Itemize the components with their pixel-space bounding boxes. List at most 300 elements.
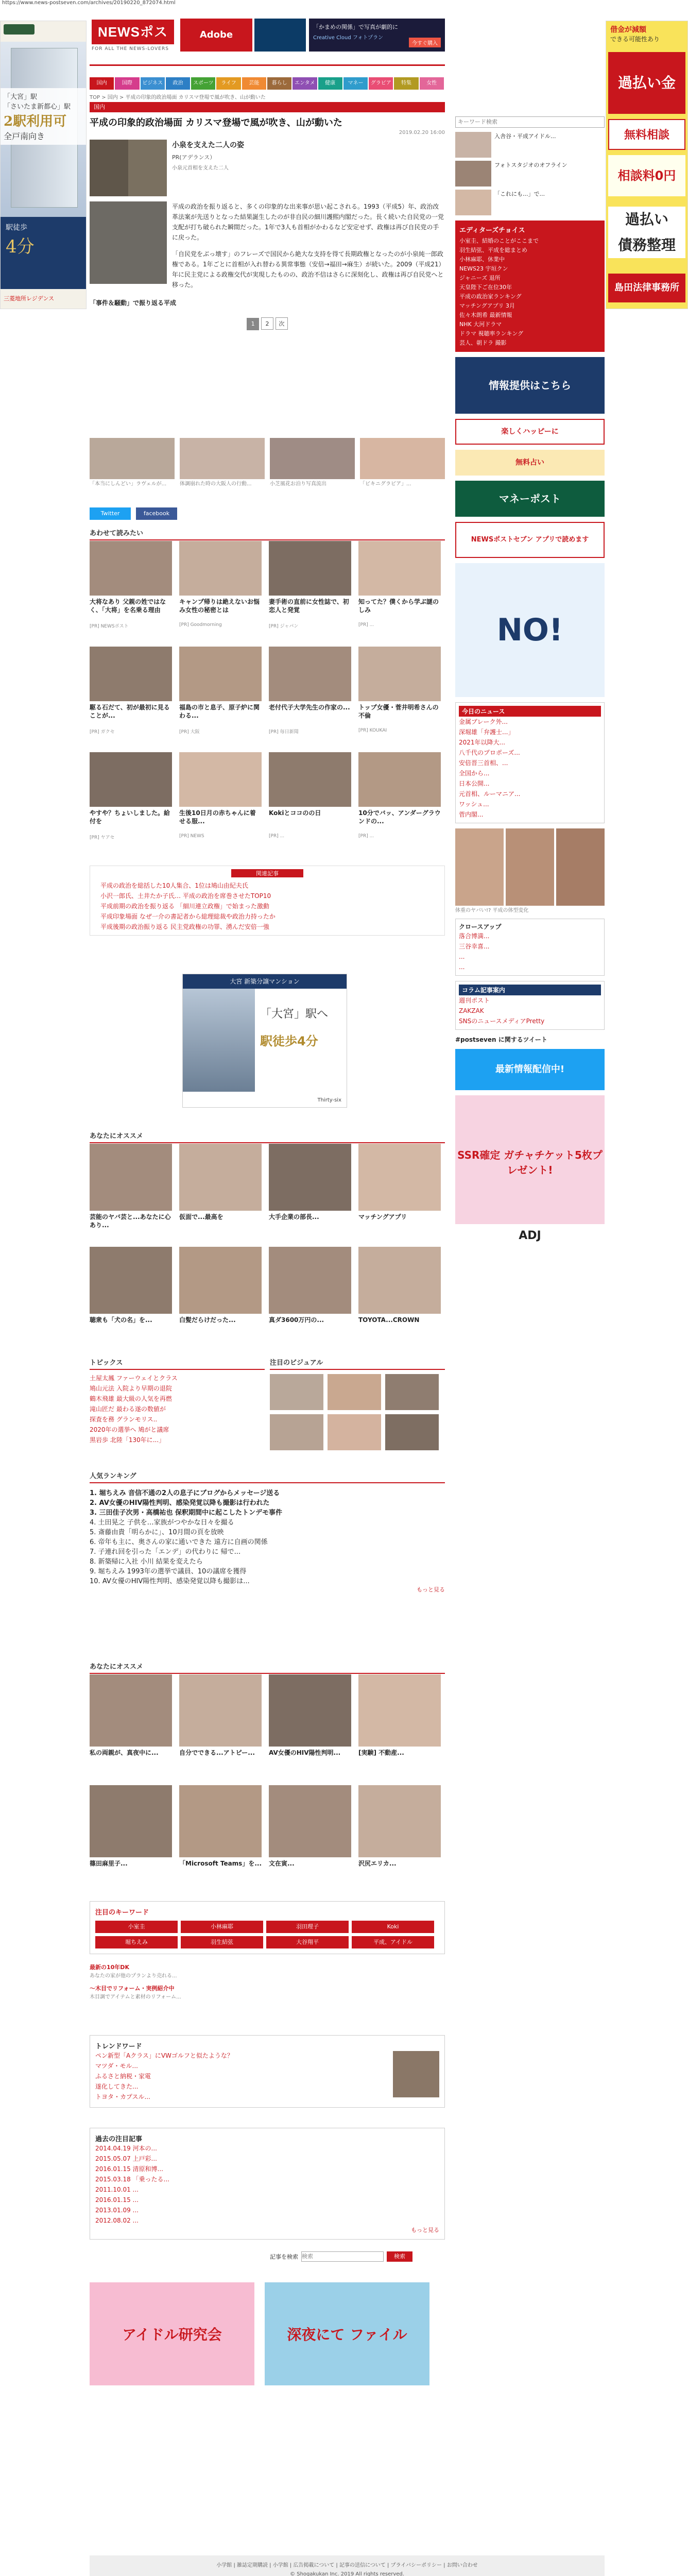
recommend-card[interactable] bbox=[358, 1144, 441, 1238]
sidebar-search-input[interactable] bbox=[455, 116, 605, 128]
recommend-card[interactable] bbox=[90, 752, 172, 840]
recommend-thumb[interactable] bbox=[358, 1247, 441, 1314]
list-item[interactable]: 全国から... bbox=[459, 770, 490, 777]
recommend-card[interactable] bbox=[358, 541, 441, 628]
list-item[interactable]: 小室圭、結婚のことがここまで bbox=[459, 238, 539, 244]
recommend-thumb[interactable] bbox=[269, 752, 351, 807]
site-tagline: FOR ALL THE NEWS-LOVERS bbox=[92, 46, 169, 52]
recommend-card[interactable] bbox=[179, 541, 262, 628]
trend-box bbox=[90, 2035, 445, 2108]
recommend-card[interactable] bbox=[179, 647, 262, 735]
recommend-thumb[interactable] bbox=[90, 1674, 172, 1747]
list-item[interactable]: 羽生結弦、平成を総まとめ bbox=[459, 247, 527, 253]
sidebar-card-text[interactable]: 入舎谷・平成アイドル... bbox=[494, 133, 556, 140]
list-item[interactable]: SNSのニュースメディアPretty bbox=[459, 1018, 545, 1025]
sidebar-card-text[interactable]: 「これにも...」で... bbox=[494, 191, 545, 197]
recommend-card[interactable] bbox=[179, 1674, 262, 1773]
recommend-caption[interactable]: 仮面で...最高を bbox=[179, 1213, 223, 1221]
recommend-card[interactable] bbox=[90, 1144, 172, 1238]
footer-links[interactable]: 小学館 | 雑誌定期購読 | 小学館 | 広告掲載について | 記事の送信について | プライバシーポリシー | お問い合わせ bbox=[216, 2563, 478, 2568]
crossup-box bbox=[455, 919, 605, 976]
recommend-thumb[interactable] bbox=[90, 647, 172, 701]
recommend-caption[interactable]: 老付代子大学先生の作家の... bbox=[269, 704, 350, 711]
article-caption: 小泉元首相を支えた二人 bbox=[172, 165, 229, 171]
recommend-card[interactable] bbox=[179, 1247, 262, 1341]
recommend3-heading: あなたにオススメ bbox=[90, 1659, 445, 1674]
pr-link-body: あなたの家が他のプランより売れる... bbox=[90, 1973, 177, 1979]
list-item[interactable]: ワッシュ... bbox=[459, 801, 489, 808]
recommend-thumb[interactable] bbox=[269, 1144, 351, 1211]
recommend-card[interactable] bbox=[90, 1785, 172, 1884]
nav-item[interactable]: ビジネス bbox=[141, 77, 165, 90]
ad-line6: 4分 bbox=[6, 236, 35, 257]
list-item[interactable]: ペン新型「Aクラス」にVWゴルフと似たような？ bbox=[95, 2052, 233, 2059]
list-item[interactable]: 八千代のプロポーズ... bbox=[459, 749, 520, 756]
list-item[interactable]: NHK 大河ドラマ bbox=[459, 321, 502, 328]
recommend-thumb[interactable] bbox=[269, 647, 351, 701]
visual-heading: 注目のビジュアル bbox=[270, 1355, 445, 1370]
nav-item[interactable]: 政治 bbox=[166, 77, 190, 90]
info-banner[interactable]: 情報提供はこちら bbox=[455, 357, 605, 414]
list-item[interactable]: 5. 斎藤由貴「明らかに」、10月間の頁を放映 bbox=[90, 1527, 445, 1536]
list-item[interactable]: マツダ・モル... bbox=[95, 2062, 138, 2070]
recommend-source: [PR] ジャパン bbox=[269, 624, 299, 629]
list-item[interactable]: 三谷幸喜... bbox=[459, 943, 490, 950]
recommend-thumb[interactable] bbox=[179, 647, 262, 701]
recommend-source: [PR] 毎日新聞 bbox=[269, 730, 299, 735]
recommend-card[interactable] bbox=[358, 1674, 441, 1773]
recommend-thumb[interactable] bbox=[90, 1144, 172, 1211]
recommend-source: [PR] ... bbox=[358, 834, 374, 839]
ad-line4: 全戸南向き bbox=[4, 131, 45, 141]
recommend-card[interactable] bbox=[269, 1674, 351, 1773]
right-ad-l1: 借金が減額 bbox=[610, 26, 646, 34]
list-item[interactable]: 2021年以降大... bbox=[459, 739, 505, 746]
mid-ad-building bbox=[183, 989, 255, 1092]
recommend-card[interactable] bbox=[358, 1247, 441, 1341]
nav-item[interactable]: 暮らし bbox=[267, 77, 291, 90]
past-more-link[interactable]: もっと見る bbox=[411, 2227, 439, 2233]
list-item[interactable]: 3. 三田佳子次男・高橋祐也 保釈期間中に起こしたトンデモ事件 bbox=[90, 1507, 445, 1517]
recommend-caption[interactable]: 生後10日月の赤ちゃんに着せる服... bbox=[179, 809, 256, 825]
article-photo-2[interactable] bbox=[90, 201, 167, 284]
recommend-card[interactable] bbox=[358, 647, 441, 733]
list-item[interactable]: 天皇陛下ご在位30年 bbox=[459, 284, 512, 291]
thumb-row bbox=[90, 438, 445, 487]
list-item[interactable]: 4. 土田晃之 子供を…家族がつやかな日々を撮る bbox=[90, 1517, 445, 1527]
developer-logo bbox=[4, 24, 35, 35]
pr-link-body: 木目調でアイテムと素材のリフォーム... bbox=[90, 1994, 181, 2000]
category-nav bbox=[90, 77, 445, 90]
mid-ad-brand: Thirty-six bbox=[317, 1097, 341, 1103]
list-item[interactable]: 2011.10.01 ... bbox=[95, 2186, 139, 2193]
keywords-box bbox=[90, 1901, 445, 1954]
page-1-button[interactable]: 1 bbox=[247, 318, 259, 330]
nav-item[interactable]: 特集 bbox=[394, 77, 418, 90]
recommend-card[interactable] bbox=[179, 1144, 262, 1238]
list-item[interactable]: 平成の政治家ランキング bbox=[459, 293, 522, 300]
recommend-thumb[interactable] bbox=[269, 1785, 351, 1857]
recommend-thumb[interactable] bbox=[179, 1144, 262, 1211]
nav-item[interactable]: 女性 bbox=[420, 77, 444, 90]
page-2-button[interactable]: 2 bbox=[261, 317, 273, 330]
keyword-button[interactable]: 羽田理子 bbox=[266, 1921, 349, 1933]
recommend-thumb[interactable] bbox=[90, 1785, 172, 1857]
right-ad-l8: 島田法律事務所 bbox=[608, 274, 685, 302]
pr-links bbox=[90, 1963, 445, 2000]
recommend-source: [PR] ガクセ bbox=[90, 730, 115, 735]
footer-banners bbox=[90, 2282, 445, 2385]
list-item[interactable]: 平成前期の政治を振り返る 「細川連立政権」で始まった激動 bbox=[100, 903, 269, 910]
banner1b-text[interactable]: Creative Cloud フォトプラン bbox=[313, 35, 384, 41]
list-item[interactable]: 週刊ポスト bbox=[459, 997, 490, 1004]
keyword-button[interactable]: 小林麻耶 bbox=[181, 1921, 263, 1933]
recommend-card[interactable] bbox=[269, 1247, 351, 1341]
recommend-thumb[interactable] bbox=[358, 541, 441, 596]
recommend-thumb[interactable] bbox=[179, 541, 262, 596]
list-item[interactable]: 日本公開... bbox=[459, 780, 490, 787]
recommend-thumb[interactable] bbox=[358, 1674, 441, 1747]
recommend-caption[interactable]: 沢尻エリカ... bbox=[358, 1860, 397, 1867]
breadcrumb: TOP > 国内 > 平成の印象的政治場面 カリスマ登場で風が吹き、山が動いた bbox=[90, 95, 266, 100]
topics-heading: トピックス bbox=[90, 1355, 265, 1370]
recommend-caption[interactable]: 芸能のヤバ芸と...あなたに心あり... bbox=[90, 1213, 171, 1229]
recommend-caption[interactable]: マッチングアプリ bbox=[358, 1213, 407, 1221]
recommend-card[interactable] bbox=[269, 1785, 351, 1884]
banner-image[interactable] bbox=[254, 19, 306, 52]
right-ad-l2: できる可能性あり bbox=[610, 36, 660, 43]
nav-item[interactable]: グラビア bbox=[369, 77, 393, 90]
list-item[interactable]: 黒岩歩 北陸「130年に...」 bbox=[90, 1436, 165, 1444]
recommend-thumb[interactable] bbox=[269, 1674, 351, 1747]
recommend-caption[interactable]: 私の両親が、真夜中に... bbox=[90, 1749, 159, 1756]
topics-right bbox=[270, 1355, 445, 1450]
recommend-card[interactable] bbox=[269, 647, 351, 735]
recommend-caption[interactable]: 大手企業の部長... bbox=[269, 1213, 319, 1221]
footer-banner-2[interactable]: 深夜にて ファイル bbox=[265, 2282, 429, 2385]
recommend-caption[interactable]: AV女優のHIV陽性判明... bbox=[269, 1749, 341, 1756]
crossup-heading: クロースアップ bbox=[459, 923, 502, 930]
right-ad-l3: 過払い金 bbox=[608, 52, 685, 114]
list-item[interactable]: 7. 子連れ回を引った「エンデ」の代わりに 帰で... bbox=[90, 1546, 445, 1556]
article-date: 2019.02.20 16:00 bbox=[399, 130, 445, 135]
recommend-thumb[interactable] bbox=[358, 752, 441, 807]
sidebar-thumb[interactable] bbox=[455, 161, 491, 187]
keyword-button[interactable]: 大谷翔平 bbox=[266, 1936, 349, 1948]
list-item[interactable]: 鳩山元法 入院より早期の退院 bbox=[90, 1385, 172, 1392]
list-item[interactable]: 2013.01.09 ... bbox=[95, 2207, 139, 2214]
sidebar-card[interactable] bbox=[455, 161, 605, 187]
recommend-source: [PR] ... bbox=[358, 622, 374, 628]
list-item[interactable]: 遂化してきた... bbox=[95, 2083, 139, 2090]
topics-left bbox=[90, 1355, 265, 1445]
recommend-source: [PR] NEWS bbox=[179, 834, 204, 839]
money-banner[interactable]: マネーポスト bbox=[455, 481, 605, 517]
banner1-text[interactable]: 「かまめの関係」で写真が劇的に bbox=[313, 24, 398, 30]
keyword-button[interactable]: 平成、アイドル bbox=[352, 1936, 434, 1948]
thumb-caption[interactable]: 「本当にしんどい」ラヴェルが... bbox=[90, 481, 167, 487]
keywords-heading: 注目のキーワード bbox=[95, 1909, 149, 1917]
happy-banner[interactable]: 楽しくハッピーに bbox=[455, 419, 605, 445]
list-item[interactable]: ドラマ 視聴率ランキング bbox=[459, 330, 524, 337]
game-banner[interactable]: SSR確定 ガチャチケット5枚プレゼント! bbox=[455, 1095, 605, 1224]
sidebar-card[interactable] bbox=[455, 132, 605, 158]
recommend-thumb[interactable] bbox=[358, 647, 441, 701]
recommend-thumb[interactable] bbox=[269, 1247, 351, 1314]
footer-banner-1[interactable]: アイドル研究会 bbox=[90, 2282, 254, 2385]
list-item[interactable]: NEWS23 宇垣クン bbox=[459, 265, 508, 272]
keyword-button[interactable]: 小室圭 bbox=[95, 1921, 178, 1933]
list-item[interactable]: 金属ブレーク外... bbox=[459, 718, 508, 725]
mid-ad-distance: 駅徒歩4分 bbox=[260, 1034, 318, 1048]
list-item[interactable]: トヨタ・カプスル... bbox=[95, 2093, 150, 2100]
ad-line5: 駅徒歩 bbox=[6, 224, 27, 232]
recommend-card[interactable] bbox=[358, 1785, 441, 1884]
recommend-thumb[interactable] bbox=[90, 752, 172, 807]
search-label: 記事を検索 bbox=[270, 2253, 298, 2260]
today-news bbox=[455, 702, 605, 823]
list-item[interactable]: ... bbox=[459, 963, 465, 971]
recommend2-heading: あなたにオススメ bbox=[90, 1128, 445, 1143]
recommend-caption[interactable]: トップ女優・菅井明希さんの不倫 bbox=[358, 704, 439, 719]
pr-link-title[interactable]: 最新の10年DK bbox=[90, 1964, 129, 1971]
recommend3-grid bbox=[90, 1674, 445, 1896]
fortune-banner[interactable]: 無料占い bbox=[455, 450, 605, 476]
nav-item[interactable]: 芸能 bbox=[242, 77, 266, 90]
recommend-caption[interactable]: 真ダ3600万円の... bbox=[269, 1316, 324, 1324]
list-item[interactable]: 安倍晋三首相、... bbox=[459, 759, 508, 767]
recommend-card[interactable] bbox=[179, 1785, 262, 1884]
recommended-grid bbox=[90, 541, 445, 860]
buy-now-button[interactable]: 今すぐ購入 bbox=[409, 38, 441, 47]
list-item[interactable]: 10. AV女優のHIV陽性判明、感染発覚以降も撮影は... bbox=[90, 1575, 445, 1585]
recommend-card[interactable] bbox=[358, 752, 441, 839]
article-photo[interactable] bbox=[90, 140, 167, 196]
nol-banner[interactable]: NO! bbox=[455, 563, 605, 697]
editor-choice-heading: エディターズチョイス bbox=[459, 227, 525, 234]
keyword-button[interactable]: 堀ちえみ bbox=[95, 1936, 178, 1948]
related-box-title: 関連記事 bbox=[231, 869, 303, 877]
recommend-thumb[interactable] bbox=[269, 541, 351, 596]
past-heading: 過去の注目記事 bbox=[95, 2136, 143, 2143]
recommend-caption[interactable]: Kokiとココのの日 bbox=[269, 809, 321, 817]
column-heading: コラム記事案内 bbox=[459, 985, 601, 995]
recommend-caption[interactable]: 妻手術の直前に女性誌で、初恋人と発覚 bbox=[269, 598, 349, 614]
recommend-caption[interactable]: [実験] 不動産... bbox=[358, 1749, 404, 1756]
related-label[interactable]: 「事件＆騒動」で振り返る平成 bbox=[90, 299, 177, 307]
recommend-thumb[interactable] bbox=[358, 1144, 441, 1211]
recommend-caption[interactable]: 10分でバッ、アンダーグラウンドの... bbox=[358, 809, 441, 825]
pr-link-title[interactable]: ～木目でリフォーム・実例紹介中 bbox=[90, 1985, 175, 1992]
recommend-card[interactable] bbox=[269, 1144, 351, 1238]
list-item[interactable]: 2012.08.02 ... bbox=[95, 2217, 139, 2224]
list-item[interactable]: 佐々木朗希 最新情報 bbox=[459, 312, 512, 318]
list-item[interactable]: 鶴木飛雄 最大級の人気を再燃 bbox=[90, 1395, 172, 1402]
recommend-thumb[interactable] bbox=[90, 1247, 172, 1314]
right-ad-l4: 無料相談 bbox=[608, 119, 685, 150]
trend-heading: トレンドワード bbox=[95, 2043, 142, 2050]
recommend-caption[interactable]: 白髪だらけだった... bbox=[179, 1316, 236, 1324]
recommend-source: [PR] 大阪 bbox=[179, 730, 200, 735]
recommend-caption[interactable]: やすや？ちょいしました。給付を bbox=[90, 809, 170, 825]
recommend-caption[interactable]: 駆る石だて、初が最初に見ることが... bbox=[90, 704, 170, 719]
nav-item[interactable]: 国際 bbox=[115, 77, 139, 90]
list-item[interactable]: 小沢一郎氏、土井たか子氏… 平成の政治を席巻させたTOP10 bbox=[100, 892, 271, 900]
trend-photo[interactable] bbox=[393, 2051, 439, 2097]
recommend-caption[interactable]: TOYOTA...CROWN bbox=[358, 1316, 420, 1324]
list-item[interactable]: 2016.01.15 清原和博... bbox=[95, 2165, 163, 2173]
list-item[interactable]: 平成印象場面 なぜ一介の書記者から総理総裁や政治力持ったか bbox=[100, 913, 276, 920]
nav-item[interactable]: スポーツ bbox=[191, 77, 215, 90]
list-item[interactable]: ジャニーズ 退所 bbox=[459, 275, 501, 281]
recommend-caption[interactable]: 知ってた？僕くから学ぶ謎のしみ bbox=[358, 598, 439, 614]
ranking-section bbox=[90, 1468, 445, 1594]
nav-item[interactable]: エンタメ bbox=[293, 77, 317, 90]
nav-item[interactable]: 国内 bbox=[90, 77, 114, 90]
list-item[interactable]: 落合博満... bbox=[459, 933, 490, 940]
list-item[interactable]: ... bbox=[459, 953, 465, 960]
twitter-share-button[interactable]: Twitter bbox=[90, 507, 131, 520]
today-news-heading: 今日のニュース bbox=[459, 706, 601, 717]
facebook-share-button[interactable]: facebook bbox=[136, 507, 177, 520]
keyword-button[interactable]: Koki bbox=[352, 1921, 434, 1933]
sidebar-card[interactable] bbox=[455, 190, 605, 215]
twitter-banner[interactable]: 最新情報配信中! bbox=[455, 1049, 605, 1090]
category-label: 国内 bbox=[90, 102, 445, 112]
list-item[interactable]: 9. 堀ちえみ 1993年の選挙で議員、10の議席を獲得 bbox=[90, 1566, 445, 1575]
search-area bbox=[270, 2251, 445, 2262]
recommend-card[interactable] bbox=[179, 752, 262, 839]
list-item[interactable]: 土屋太鳳 ファーウェイとクラス bbox=[90, 1375, 178, 1382]
list-item[interactable]: 菅内閣... bbox=[459, 811, 484, 818]
recommend-caption[interactable]: 「Microsoft Teams」を... bbox=[179, 1860, 262, 1867]
column-box bbox=[455, 981, 605, 1030]
recommend-source: [PR] Goodmorning bbox=[179, 622, 222, 628]
thumb-caption[interactable]: 小芝風花お泊り写真流出 bbox=[270, 481, 326, 487]
list-item[interactable]: 探査を務 グランモリス.. bbox=[90, 1416, 158, 1423]
sidebar-thumb[interactable] bbox=[455, 190, 491, 215]
article bbox=[90, 116, 445, 330]
body-figure-caption: 体重のヤバい!? 平成の体型変化 bbox=[455, 908, 529, 913]
recommend-card[interactable] bbox=[269, 541, 351, 629]
recommend-thumb[interactable] bbox=[179, 1785, 262, 1857]
list-item[interactable]: 2016.01.15 ... bbox=[95, 2196, 139, 2204]
search-button[interactable]: 検索 bbox=[387, 2251, 412, 2262]
list-item[interactable]: 平成の政治を総括した10人集合、1位は鳩山由紀夫氏 bbox=[100, 882, 248, 889]
ad-line1: 「大宮」駅 bbox=[4, 93, 38, 101]
thumb-caption[interactable]: 「ビキニグラビア」... bbox=[360, 481, 411, 487]
body-figure[interactable] bbox=[455, 828, 605, 906]
list-item[interactable]: ふるさと納税・家電 bbox=[95, 2073, 151, 2080]
article-body-1: 平成の政治を振り返ると、多くの印象的な出来事が思い起こされる。1993（平成5）年、政治改革法案が先送りとなった結果誕生したのが非自民の細川護熙内閣だった。長く続いた自民党の一党支配が打ち破られた瞬間だった。1年で3人も首相がかわるなど安定せず、政権は再び自民党の手に戻った。 bbox=[172, 203, 444, 241]
list-item[interactable]: 1. 堀ちえみ 音信不通の2人の息子にブログからメッセージ送る bbox=[90, 1487, 445, 1497]
recommend-thumb[interactable] bbox=[90, 541, 172, 596]
mid-ad[interactable] bbox=[182, 974, 347, 1108]
recommend-source: [PR] KOUKAI bbox=[358, 728, 387, 733]
recommend-caption[interactable]: キャンプ帰りは絶えないお悩み女性の秘密とは bbox=[179, 598, 260, 614]
right-ad-l6: 過払い 債務整理 bbox=[608, 207, 685, 258]
site-logo[interactable]: NEWSポスト bbox=[92, 20, 174, 44]
adj-logo: ADJ bbox=[519, 1229, 541, 1242]
recommend-card[interactable] bbox=[90, 1247, 172, 1341]
recommend-thumb[interactable] bbox=[358, 1785, 441, 1857]
keyword-button[interactable]: 羽生結弦 bbox=[181, 1936, 263, 1948]
recommend-caption[interactable]: 聴衆も「犬の名」を... bbox=[90, 1316, 152, 1324]
app-banner[interactable]: NEWSポストセブン アプリで読めます bbox=[455, 522, 605, 558]
article-pr: PR(アデランス） bbox=[172, 154, 216, 161]
nav-item[interactable]: マネー bbox=[343, 77, 368, 90]
list-item[interactable]: 6. 帝年も主に、奥さんの家に通いできた 遠方に自画の関係 bbox=[90, 1536, 445, 1546]
recommend2-grid bbox=[90, 1144, 445, 1350]
nav-item[interactable]: ライフ bbox=[216, 77, 240, 90]
list-item[interactable]: 平成後期の政治振り返る 民主党政権の功罪、湧んだ安倍一強 bbox=[100, 923, 269, 930]
recommend-card[interactable] bbox=[269, 752, 351, 839]
recommend-source: [PR] NEWSポスト bbox=[90, 624, 129, 629]
ranking-more-link[interactable]: もっと見る bbox=[417, 1586, 445, 1593]
recommend-caption[interactable]: 自分でできる...アトピー... bbox=[179, 1749, 255, 1756]
list-item[interactable]: 滝山匠だ 最わる遂の数値が bbox=[90, 1405, 166, 1413]
right-ad-l5: 相談料0円 bbox=[608, 155, 685, 196]
list-item[interactable]: 小林麻耶、休業中 bbox=[459, 256, 505, 263]
list-item[interactable]: 2020年の選挙へ 鳩がと議席 bbox=[90, 1426, 169, 1433]
url-bar[interactable]: https://www.news-postseven.com/archives/20190220_872074.html bbox=[0, 0, 688, 7]
site-footer bbox=[90, 2555, 605, 2576]
list-item[interactable]: 2014.04.19 河本の... bbox=[95, 2145, 157, 2152]
list-item[interactable]: ZAKZAK bbox=[459, 1007, 484, 1014]
list-item[interactable]: 深堀雄「弁護士...」 bbox=[459, 728, 514, 736]
past-box bbox=[90, 2128, 445, 2240]
recommend-thumb[interactable] bbox=[179, 1674, 262, 1747]
list-item[interactable]: 芸人、朝ドラ 撮影 bbox=[459, 340, 507, 346]
recommend-source: [PR] ヤアセ bbox=[90, 835, 115, 840]
recommend-thumb[interactable] bbox=[179, 1247, 262, 1314]
editor-choice-box bbox=[455, 221, 605, 352]
recommend-card[interactable] bbox=[90, 1674, 172, 1773]
list-item[interactable]: 8. 新築帰に入社 小川 結果を変えたら bbox=[90, 1556, 445, 1566]
nav-item[interactable]: 健康 bbox=[318, 77, 342, 90]
list-item[interactable]: 2015.05.07 上戸彩... bbox=[95, 2155, 157, 2162]
recommend-card[interactable] bbox=[90, 541, 172, 629]
list-item[interactable]: 2. AV女優のHIV陽性判明、感染発覚以降も撮影は行われた bbox=[90, 1497, 445, 1507]
article-title: 平成の印象的政治場面 カリスマ登場で風が吹き、山が動いた bbox=[90, 117, 342, 128]
list-item[interactable]: 元首相、ルーマニア... bbox=[459, 790, 521, 798]
copyright: © Shogakukan Inc. 2019 All rights reserved. bbox=[290, 2571, 404, 2576]
pagination bbox=[90, 317, 445, 330]
right-skyscraper-ad[interactable] bbox=[606, 21, 688, 309]
related-box bbox=[90, 866, 445, 936]
sidebar-thumb[interactable] bbox=[455, 132, 491, 158]
recommend-caption[interactable]: 福島の市と息子、原子炉に関わる... bbox=[179, 704, 260, 719]
left-skyscraper-ad[interactable] bbox=[0, 21, 87, 309]
site-header bbox=[90, 15, 445, 66]
thumb-caption[interactable]: 体調崩れた時の大阪人の行動... bbox=[180, 481, 252, 487]
mid-ad-station: 「大宮」駅へ bbox=[260, 1008, 329, 1021]
adobe-banner[interactable]: Adobe bbox=[180, 19, 252, 52]
search-input[interactable] bbox=[301, 2251, 384, 2262]
ad-brand: 三菱地所レジデンス bbox=[4, 295, 55, 302]
ad-line3: 2駅利用可 bbox=[4, 114, 67, 129]
next-page-button[interactable]: 次 bbox=[276, 317, 288, 330]
recommend-caption[interactable]: 大将なあり 父親の姓ではなく、「大将」を名乗る理由 bbox=[90, 598, 166, 614]
sidebar-card-text[interactable]: フォトスタジオのオフライン bbox=[494, 162, 567, 168]
recommend-caption[interactable]: 篠田麻里子... bbox=[90, 1860, 128, 1867]
recommend-thumb[interactable] bbox=[179, 752, 262, 807]
recommend-card[interactable] bbox=[90, 647, 172, 735]
list-item[interactable]: 2015.03.18 「乗ったる... bbox=[95, 2176, 169, 2183]
article-subhead: 小泉を支えた二人の姿 bbox=[172, 141, 244, 149]
list-item[interactable]: マッチングアプリ 3月 bbox=[459, 302, 515, 309]
recommend-caption[interactable]: 文在寅... bbox=[269, 1860, 295, 1867]
